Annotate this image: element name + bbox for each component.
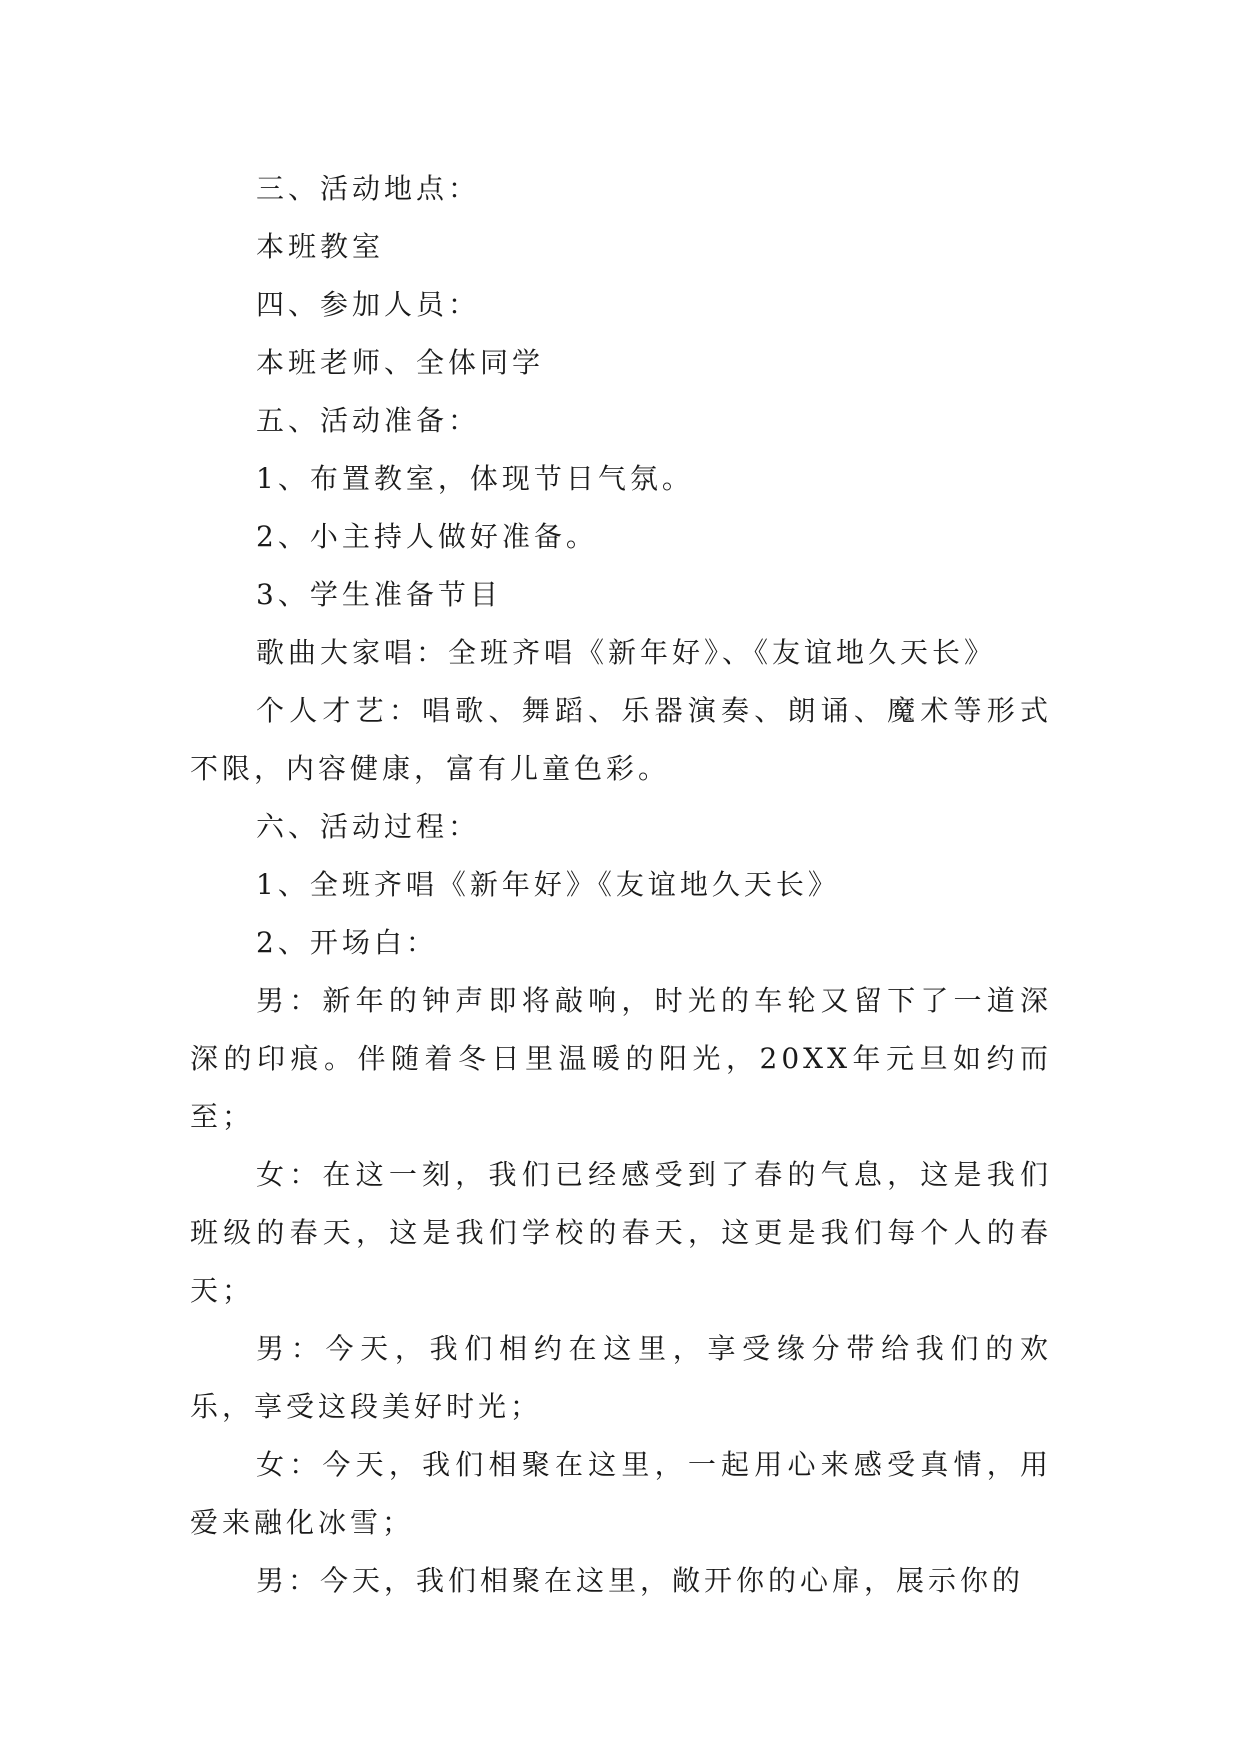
paragraph-talents: 个人才艺：唱歌、舞蹈、乐器演奏、朗诵、魔术等形式不限，内容健康，富有儿童色彩。 (190, 694, 1052, 785)
dialogue-line: 男：今天，我们相约在这里，享受缘分带给我们的欢乐，享受这段美好时光； (190, 1332, 1052, 1423)
section-heading-preparation: 五、活动准备： (256, 404, 481, 437)
section-heading-venue: 三、活动地点： (256, 172, 481, 205)
list-item-process-2: 2、开场白： (256, 926, 438, 959)
dialogue-line: 男：新年的钟声即将敲响，时光的车轮又留下了一道深深的印痕。伴随着冬日里温暖的阳光，20XX年元旦如约而至； (190, 984, 1052, 1133)
section-heading-process: 六、活动过程： (256, 810, 481, 843)
paragraph-venue: 本班教室 (256, 230, 385, 263)
paragraph-participants: 本班老师、全体同学 (256, 346, 545, 379)
list-item-preparation-1: 1、布置教室，体现节日气氛。 (256, 462, 694, 495)
paragraph-songs: 歌曲大家唱：全班齐唱《新年好》、《友谊地久天长》 (256, 636, 997, 669)
list-item-preparation-3: 3、学生准备节目 (256, 578, 502, 611)
dialogue-line: 男：今天，我们相聚在这里，敞开你的心扉，展示你的 (256, 1564, 1025, 1597)
document-body (190, 160, 1052, 1610)
list-item-preparation-2: 2、小主持人做好准备。 (256, 520, 598, 553)
section-heading-participants: 四、参加人员： (256, 288, 481, 321)
dialogue-line: 女：今天，我们相聚在这里，一起用心来感受真情，用爱来融化冰雪； (190, 1448, 1052, 1539)
dialogue-line: 女：在这一刻，我们已经感受到了春的气息，这是我们班级的春天，这是我们学校的春天，这更是我们每个人的春天； (190, 1158, 1052, 1307)
list-item-process-1: 1、全班齐唱《新年好》《友谊地久天长》 (256, 868, 840, 901)
